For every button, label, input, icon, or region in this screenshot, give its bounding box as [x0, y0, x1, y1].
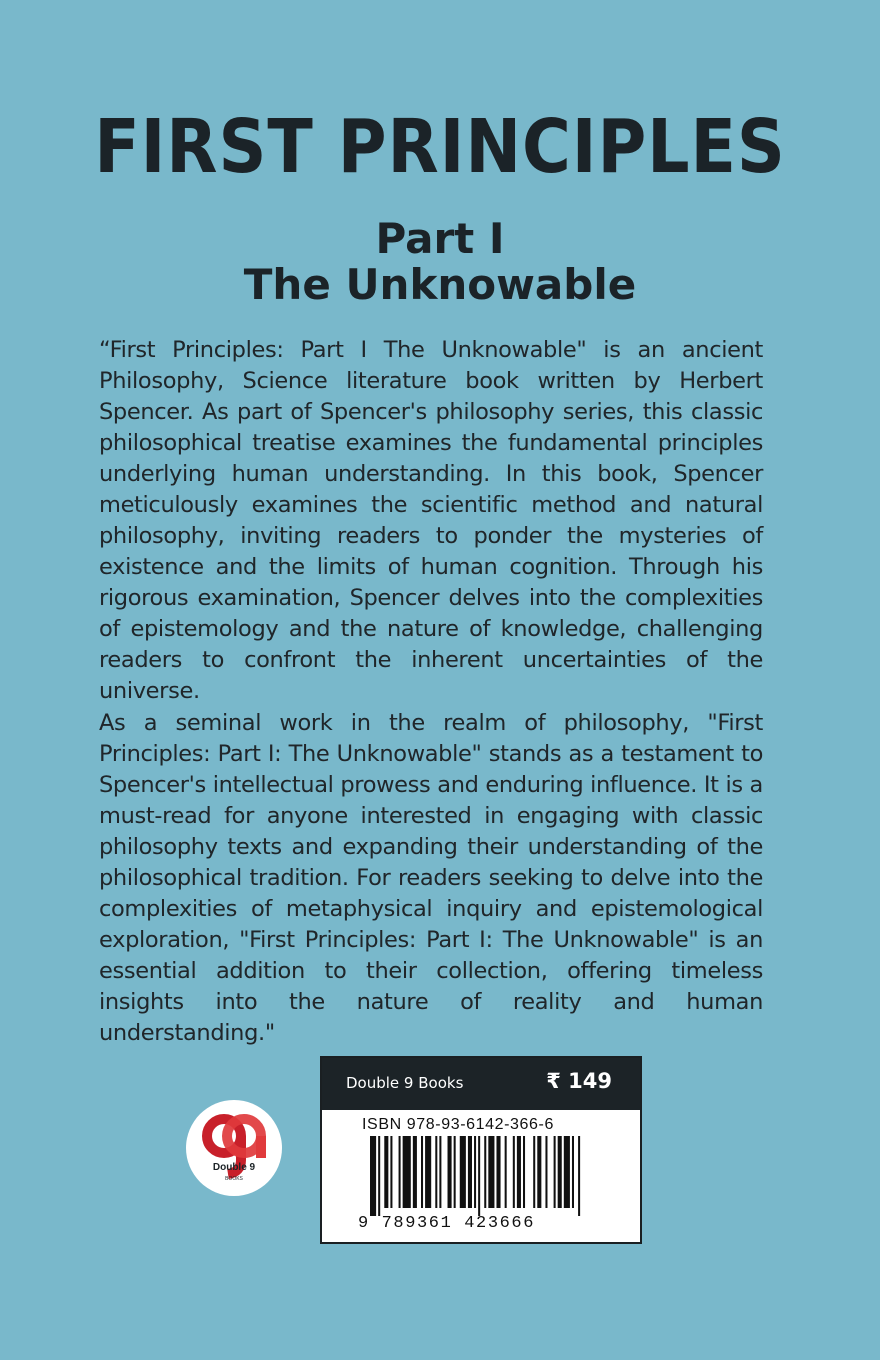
- logo-tagline: BOOKS: [225, 1176, 243, 1182]
- barcode-header: [322, 1058, 640, 1110]
- blurb-paragraph-1: “First Principles: Part I The Unknowable" is an ancient Philosophy, Science literature book written by Herbert Spencer. As part of Spencer's philosophy series, this classic philosophical treatise examines the fundamental principles underlying human understanding. In this book, Spencer meticulously examines the scientific method and natural philosophy, inviting readers to ponder the mysteries of existence and the limits of human cognition. Through his rigorous examination, Spencer delves into the complexities of epistemology and the nature of knowledge, challenging readers to confront the inherent uncertainties of the universe.: [99, 337, 763, 704]
- double-9-logo-icon: [186, 1100, 282, 1196]
- cover-title: FIRST PRINCIPLES: [94, 104, 786, 190]
- publisher-logo: [186, 1100, 282, 1196]
- isbn-label: ISBN 978-93-6142-366-6: [362, 1116, 554, 1133]
- cover-subtitle: The Unknowable: [243, 260, 637, 309]
- barcode-icon: [358, 1136, 586, 1216]
- blurb-paragraph-2: As a seminal work in the realm of philosophy, "First Principles: Part I: The Unknowable" stands as a testament to Spencer's intellectual prowess and enduring influence. It is a must-read for anyone interested in engaging with classic philosophy texts and expanding their understanding of the philosophical tradition. For readers seeking to delve into the complexities of metaphysical inquiry and epistemological exploration, "First Principles: Part I: The Unknowable" is an essential addition to their collection, offering timeless insights into the nature of reality and human understanding.": [99, 710, 763, 1046]
- publisher-name: Double 9 Books: [346, 1074, 464, 1092]
- barcode-panel: [320, 1056, 642, 1244]
- barcode-digits: 9 789361 423666: [358, 1214, 536, 1233]
- logo-wordmark: Double 9: [212, 1162, 256, 1173]
- cover-part: Part I: [375, 214, 505, 263]
- price-label: ₹ 149: [546, 1069, 612, 1093]
